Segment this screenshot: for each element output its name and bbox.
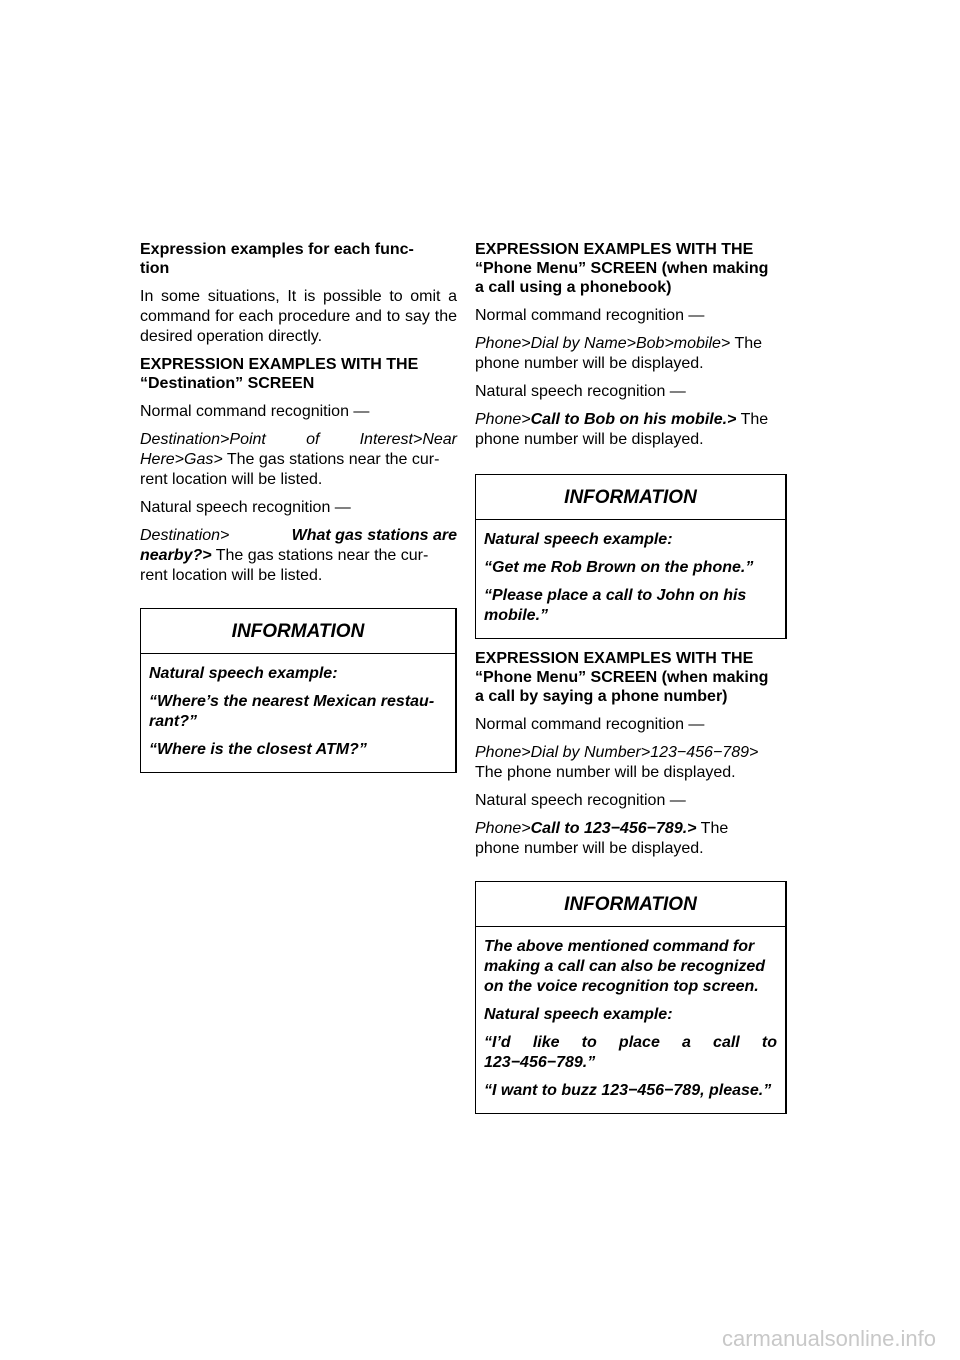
right-column bbox=[475, 240, 777, 1114]
heading-line: “Phone Menu” SCREEN (when making bbox=[475, 669, 769, 686]
speech-example: “I want to buzz 123−456−789, please.” bbox=[484, 1082, 772, 1099]
natural-speech-example bbox=[140, 526, 457, 586]
normal-command-label: Normal command recognition — bbox=[140, 403, 370, 420]
normal-command-label: Normal command recognition — bbox=[475, 307, 705, 324]
information-box-2 bbox=[475, 474, 787, 639]
speech-phrase: What gas stations are bbox=[291, 527, 457, 544]
speech-example: “Where is the closest ATM?” bbox=[149, 741, 367, 758]
speech-example bbox=[484, 1033, 777, 1073]
phone-number-section-heading bbox=[475, 649, 787, 706]
heading-line: “Phone Menu” SCREEN (when making bbox=[475, 260, 769, 277]
natural-speech-label: Natural speech recognition — bbox=[475, 792, 686, 809]
speech-example bbox=[149, 692, 447, 732]
heading-line: “Destination” SCREEN bbox=[140, 375, 315, 392]
speech-result: rent location will be listed. bbox=[140, 567, 323, 584]
example-line: “Where’s the nearest Mexican restau- bbox=[149, 693, 435, 710]
natural-speech-label: Natural speech recognition — bbox=[475, 383, 686, 400]
speech-phrase: Call to 123−456−789.> bbox=[530, 820, 697, 837]
speech-prefix: Phone> bbox=[475, 820, 531, 837]
command-path: Here>Gas> bbox=[140, 451, 223, 468]
left-column bbox=[140, 240, 457, 773]
information-title: INFORMATION bbox=[564, 487, 697, 508]
heading-line: EXPRESSION EXAMPLES WITH THE bbox=[140, 356, 419, 373]
command-result: The gas stations near the cur- bbox=[222, 451, 440, 468]
intro-paragraph: In some situations, It is possible to omit a command for each procedure and to say the desired operation directly. bbox=[140, 288, 457, 345]
phonebook-section-heading bbox=[475, 240, 787, 297]
speech-result: The gas stations near the cur- bbox=[211, 547, 429, 564]
example-line: 123−456−789.” bbox=[484, 1054, 596, 1071]
speech-prefix: Destination> bbox=[140, 527, 230, 544]
info-note bbox=[484, 937, 777, 997]
natural-speech-example-label: Natural speech example: bbox=[149, 665, 338, 682]
command-path: Destination>Point of Interest>Near bbox=[140, 431, 457, 448]
command-result: phone number will be displayed. bbox=[475, 355, 704, 372]
note-line: making a call can also be recognized bbox=[484, 958, 765, 975]
normal-command-example bbox=[475, 743, 787, 783]
watermark: carmanualsonline.info bbox=[721, 1326, 936, 1351]
function-examples-heading bbox=[140, 240, 457, 278]
normal-command-example bbox=[475, 334, 787, 374]
speech-result: phone number will be displayed. bbox=[475, 840, 704, 857]
information-title: INFORMATION bbox=[231, 621, 365, 642]
speech-result: phone number will be displayed. bbox=[475, 431, 704, 448]
normal-command-label: Normal command recognition — bbox=[475, 716, 705, 733]
information-box-1 bbox=[140, 608, 457, 773]
natural-speech-example-label: Natural speech example: bbox=[484, 1006, 673, 1023]
natural-speech-example-label: Natural speech example: bbox=[484, 531, 673, 548]
example-line: “I’d like to place a call to bbox=[484, 1034, 777, 1051]
information-title: INFORMATION bbox=[564, 894, 697, 915]
heading-line: tion bbox=[140, 260, 170, 277]
speech-phrase: nearby?> bbox=[140, 547, 212, 564]
heading-line: a call by saying a phone number) bbox=[475, 688, 728, 705]
speech-example: “Get me Rob Brown on the phone.” bbox=[484, 559, 754, 576]
speech-example bbox=[484, 586, 777, 626]
command-result: rent location will be listed. bbox=[140, 471, 323, 488]
heading-line: a call using a phonebook) bbox=[475, 279, 672, 296]
natural-speech-example bbox=[475, 410, 787, 450]
divider bbox=[476, 926, 785, 927]
divider bbox=[476, 519, 785, 520]
command-result: The phone number will be displayed. bbox=[475, 764, 736, 781]
command-path: Phone>Dial by Number>123−456−789> bbox=[475, 744, 759, 761]
natural-speech-example bbox=[475, 819, 787, 859]
example-line: mobile.” bbox=[484, 607, 549, 624]
information-box-3 bbox=[475, 881, 787, 1114]
speech-result: The bbox=[736, 411, 769, 428]
speech-result: The bbox=[696, 820, 729, 837]
heading-line: EXPRESSION EXAMPLES WITH THE bbox=[475, 650, 754, 667]
command-result: The bbox=[730, 335, 763, 352]
speech-phrase: Call to Bob on his mobile.> bbox=[530, 411, 737, 428]
divider bbox=[141, 653, 455, 654]
natural-speech-label: Natural speech recognition — bbox=[140, 499, 351, 516]
note-line: The above mentioned command for bbox=[484, 938, 755, 955]
command-path: Phone>Dial by Name>Bob>mobile> bbox=[475, 335, 731, 352]
heading-line: EXPRESSION EXAMPLES WITH THE bbox=[475, 241, 754, 258]
normal-command-example bbox=[140, 430, 457, 490]
destination-section-heading bbox=[140, 355, 457, 393]
speech-prefix: Phone> bbox=[475, 411, 531, 428]
heading-line: Expression examples for each func- bbox=[140, 241, 414, 258]
example-line: rant?” bbox=[149, 713, 197, 730]
example-line: “Please place a call to John on his bbox=[484, 587, 747, 604]
note-line: on the voice recognition top screen. bbox=[484, 978, 759, 995]
